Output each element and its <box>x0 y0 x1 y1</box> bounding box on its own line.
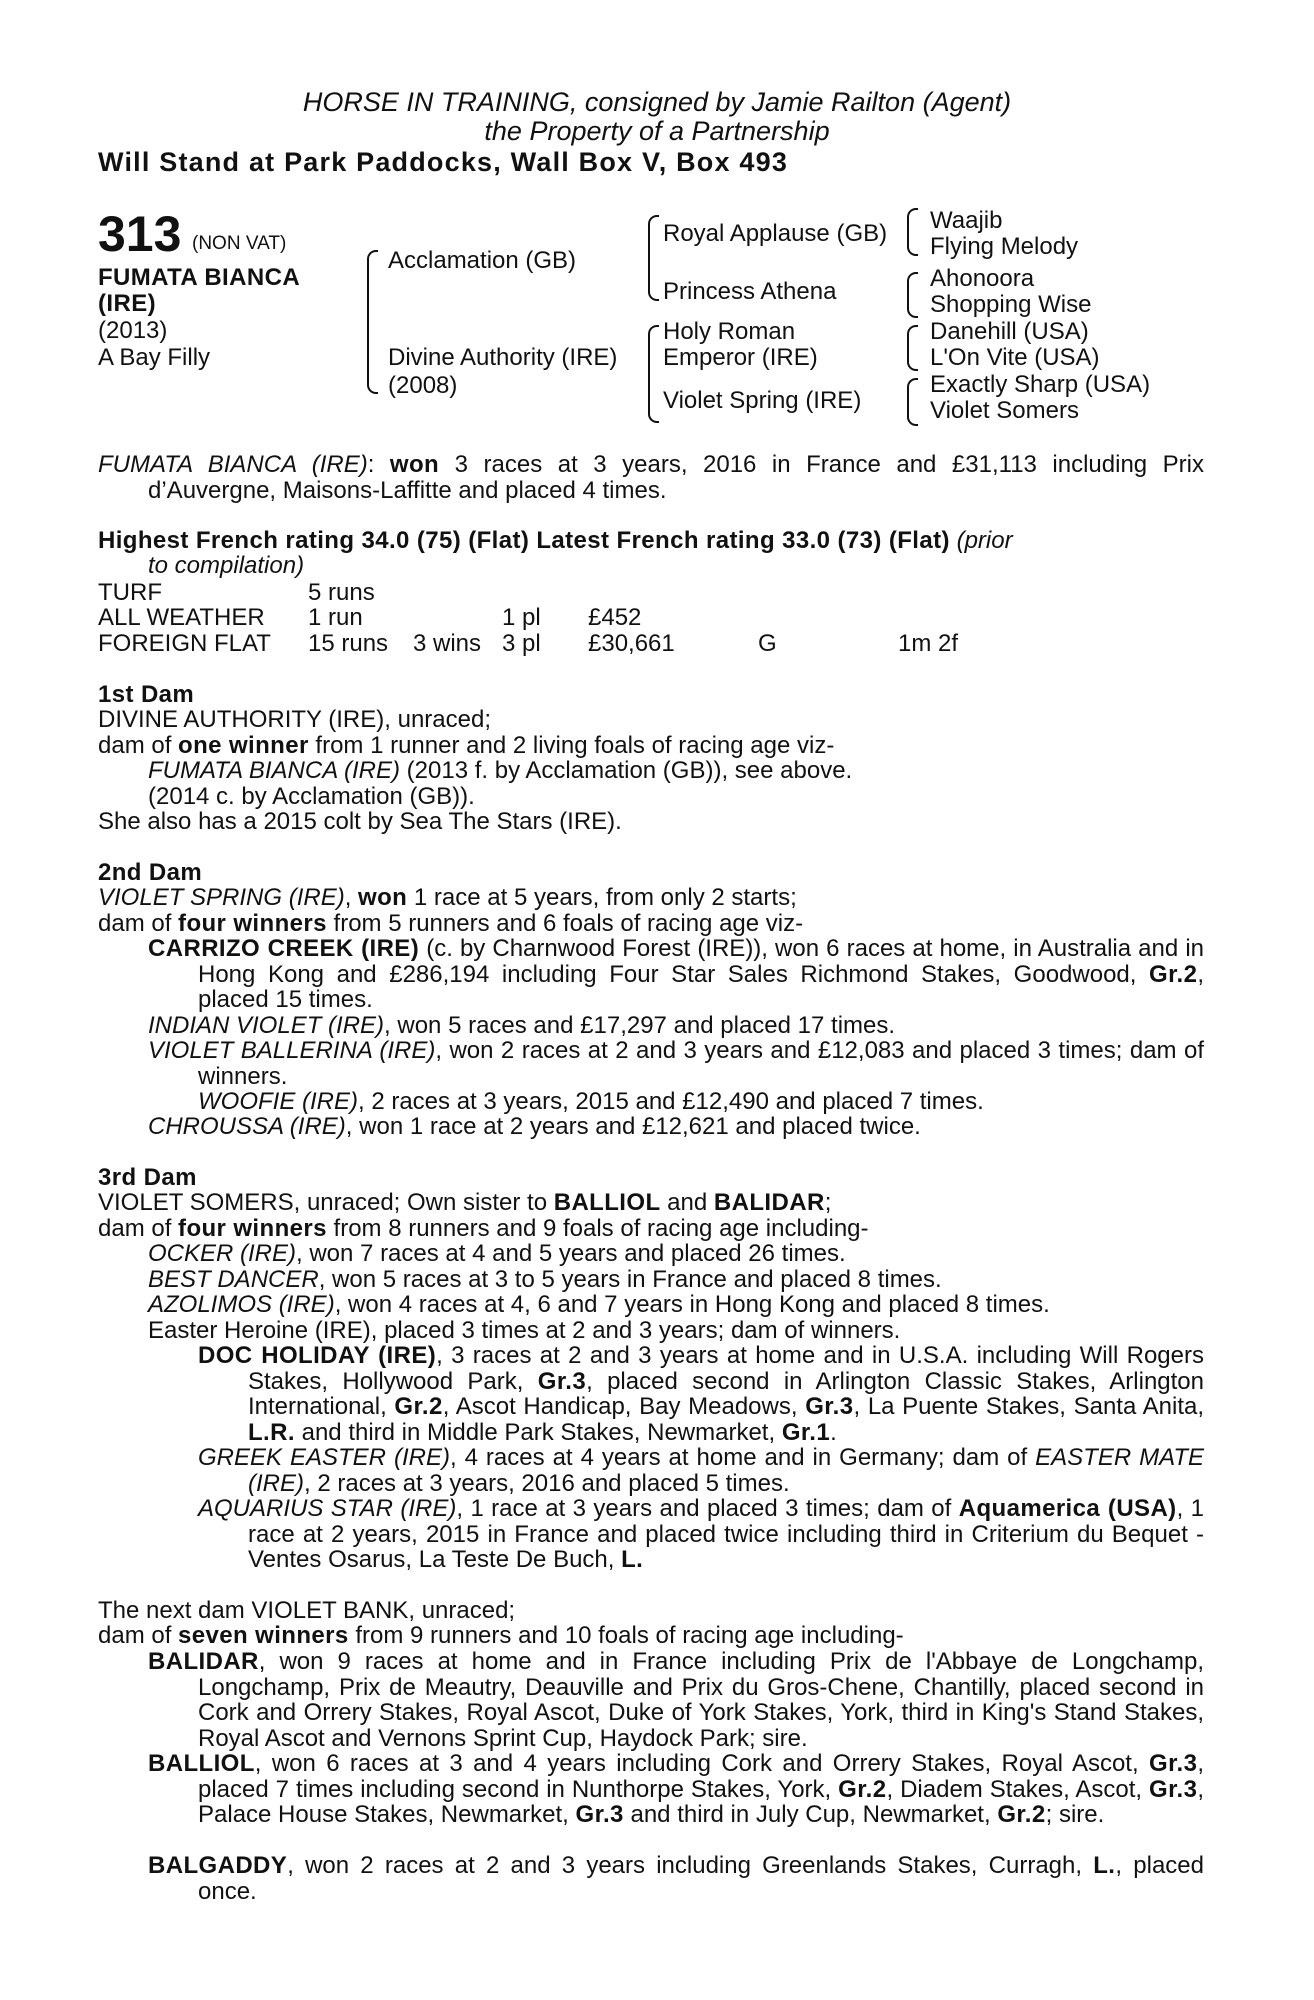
dam-dam: Violet Spring (IRE) <box>663 387 862 414</box>
first-dam-produce: dam of one winner from 1 runner and 2 living foals of racing age viz- <box>98 732 835 759</box>
record-aw-money: £452 <box>588 604 642 631</box>
second-dam-line: VIOLET SPRING (IRE), won 1 race at 5 years, from only 2 starts; <box>98 884 797 911</box>
third-dam-line: VIOLET SOMERS, unraced; Own sister to BALLIOL and BALIDAR; <box>98 1189 832 1216</box>
sire-sire: Royal Applause (GB) <box>663 220 888 247</box>
lot-number: 313 <box>98 206 182 262</box>
dam-sire-line2: Emperor (IRE) <box>663 344 818 371</box>
property-line: the Property of a Partnership <box>484 116 830 146</box>
consignor-line: HORSE IN TRAINING, consigned by Jamie Railton (Agent) <box>302 87 1012 117</box>
easter-heroine-entry: Easter Heroine (IRE), placed 3 times at 2 and 3 years; dam of winners. <box>148 1317 901 1344</box>
record-foreign-money: £30,661 <box>588 630 675 657</box>
next-dam-line: The next dam VIOLET BANK, unraced; <box>98 1597 516 1624</box>
ggparent-8: Violet Somers <box>930 397 1079 424</box>
pedigree-brace-2a <box>648 215 659 301</box>
ggparent-4: Shopping Wise <box>930 291 1092 318</box>
azolimos-entry: AZOLIMOS (IRE), won 4 races at 4, 6 and 7 years in Hong Kong and placed 8 times. <box>148 1291 1050 1318</box>
carrizo-creek-entry: CARRIZO CREEK (IRE) (c. by Charnwood Forest (IRE)), won 6 races at home, in Australia and in Hong Kong and £286,194 including Four Star Sales Richmond Stakes, Goodwood, Gr.2, placed 15 times. <box>148 935 1204 1013</box>
ggparent-1: Waajib <box>930 207 1003 234</box>
pedigree-brace-2b <box>648 325 659 423</box>
best-dancer-entry: BEST DANCER, won 5 races at 3 to 5 years in France and placed 8 times. <box>148 1266 942 1293</box>
indian-violet-entry: INDIAN VIOLET (IRE), won 5 races and £17,297 and placed 17 times. <box>148 1012 896 1039</box>
first-dam-foal-1: FUMATA BIANCA (IRE) (2013 f. by Acclamation (GB)), see above. <box>148 757 853 784</box>
first-dam-foal-2: (2014 c. by Acclamation (GB)). <box>148 783 475 810</box>
horse-name: FUMATA BIANCA <box>98 264 301 291</box>
record-foreign-wins: 3 wins <box>413 630 482 657</box>
pedigree-brace-3d <box>907 378 918 426</box>
dam-year: (2008) <box>388 372 458 399</box>
violet-ballerina-entry: VIOLET BALLERINA (IRE), won 2 races at 2 and 3 years and £12,083 and placed 3 times; dam of winners. <box>148 1037 1204 1090</box>
first-dam-heading: 1st Dam <box>98 681 195 708</box>
rating-note: to compilation) <box>148 552 305 579</box>
dam: Divine Authority (IRE) <box>388 344 618 371</box>
ggparent-2: Flying Melody <box>930 233 1079 260</box>
first-dam-note: She also has a 2015 colt by Sea The Stars (IRE). <box>98 808 622 835</box>
second-dam-heading: 2nd Dam <box>98 859 203 886</box>
record-foreign-runs: 15 runs <box>308 630 389 657</box>
horse-country: (IRE) <box>98 290 156 317</box>
third-dam-produce: dam of four winners from 8 runners and 9 foals of racing age including- <box>98 1215 869 1242</box>
third-dam-heading: 3rd Dam <box>98 1164 197 1191</box>
record-turf-label: TURF <box>98 579 162 606</box>
balidar-entry: BALIDAR, won 9 races at home and in France including Prix de l'Abbaye de Longchamp, Longchamp, Prix de Meautry, Deauville and Prix du Gros-Chene, Chantilly, placed second in Cork and Orrery Stakes, Royal Ascot, Duke of York Stakes, York, third in King's Stand Stakes, Royal Ascot and Vernons Sprint Cup, Haydock Park; sire. <box>148 1648 1204 1752</box>
horse-description: A Bay Filly <box>98 344 211 371</box>
greek-easter-entry: GREEK EASTER (IRE), 4 races at 4 years at home and in Germany; dam of EASTER MATE (IRE), 2 races at 3 years, 2016 and placed 5 times. <box>198 1444 1205 1497</box>
balliol-entry: BALLIOL, won 6 races at 3 and 4 years including Cork and Orrery Stakes, Royal Ascot, Gr.3, placed 7 times including second in Nunthorpe Stakes, York, Gr.2, Diadem Stakes, Ascot, Gr.3, Palace House Stakes, Newmarket, Gr.3 and third in July Cup, Newmarket, Gr.2; sire. <box>148 1750 1204 1828</box>
pedigree-brace-3b <box>907 272 918 318</box>
sire-dam: Princess Athena <box>663 278 837 305</box>
rating-line: Highest French rating 34.0 (75) (Flat) Latest French rating 33.0 (73) (Flat) (prior <box>98 527 1013 554</box>
woofie-entry: WOOFIE (IRE), 2 races at 3 years, 2015 and £12,490 and placed 7 times. <box>198 1088 984 1115</box>
next-dam-produce: dam of seven winners from 9 runners and 10 foals of racing age including- <box>98 1622 904 1649</box>
aquarius-star-entry: AQUARIUS STAR (IRE), 1 race at 3 years and placed 3 times; dam of Aquamerica (USA), 1 race at 2 years, 2015 in France and placed twice including third in Criterium du Bequet - Ventes Osarus, La Teste De Buch, L. <box>198 1495 1205 1573</box>
ggparent-7: Exactly Sharp (USA) <box>930 371 1151 398</box>
ocker-entry: OCKER (IRE), won 7 races at 4 and 5 years and placed 26 times. <box>148 1240 846 1267</box>
horse-year: (2013) <box>98 317 168 344</box>
record-foreign-pl: 3 pl <box>502 630 541 657</box>
pedigree-brace-3c <box>907 325 918 371</box>
location-line: Will Stand at Park Paddocks, Wall Box V, Box 493 <box>98 147 789 177</box>
record-foreign-distance: 1m 2f <box>898 630 959 657</box>
sire: Acclamation (GB) <box>388 247 577 274</box>
record-turf-runs: 5 runs <box>308 579 375 606</box>
record-foreign-going: G <box>758 630 777 657</box>
record-foreign-label: FOREIGN FLAT <box>98 630 271 657</box>
ggparent-3: Ahonoora <box>930 265 1035 292</box>
ggparent-5: Danehill (USA) <box>930 318 1089 345</box>
first-dam-line: DIVINE AUTHORITY (IRE), unraced; <box>98 706 491 733</box>
record-aw-runs: 1 run <box>308 604 363 631</box>
race-summary: FUMATA BIANCA (IRE): won 3 races at 3 years, 2016 in France and £31,113 including Prix d’Auvergne, Maisons-Laffitte and placed 4 times. <box>98 451 1205 504</box>
doc-holiday-entry: DOC HOLIDAY (IRE), 3 races at 2 and 3 years at home and in U.S.A. including Will Rogers Stakes, Hollywood Park, Gr.3, placed second in Arlington Classic Stakes, Arlington International, Gr.2, Ascot Handicap, Bay Meadows, Gr.3, La Puente Stakes, Santa Anita, L.R. and third in Middle Park Stakes, Newmarket, Gr.1. <box>198 1342 1205 1446</box>
record-aw-label: ALL WEATHER <box>98 604 265 631</box>
chroussa-entry: CHROUSSA (IRE), won 1 race at 2 years and £12,621 and placed twice. <box>148 1113 921 1140</box>
pedigree-brace-1 <box>367 250 378 394</box>
second-dam-produce: dam of four winners from 5 runners and 6 foals of racing age viz- <box>98 910 804 937</box>
vat-status: (NON VAT) <box>192 233 287 254</box>
pedigree-brace-3a <box>907 208 918 256</box>
won-label: won <box>389 451 440 478</box>
balgaddy-entry: BALGADDY, won 2 races at 2 and 3 years including Greenlands Stakes, Curragh, L., placed once. <box>148 1852 1204 1905</box>
ggparent-6: L'On Vite (USA) <box>930 344 1100 371</box>
dam-sire: Holy Roman <box>663 318 796 345</box>
summary-horse-name: FUMATA BIANCA (IRE) <box>98 451 368 478</box>
record-aw-pl: 1 pl <box>502 604 541 631</box>
